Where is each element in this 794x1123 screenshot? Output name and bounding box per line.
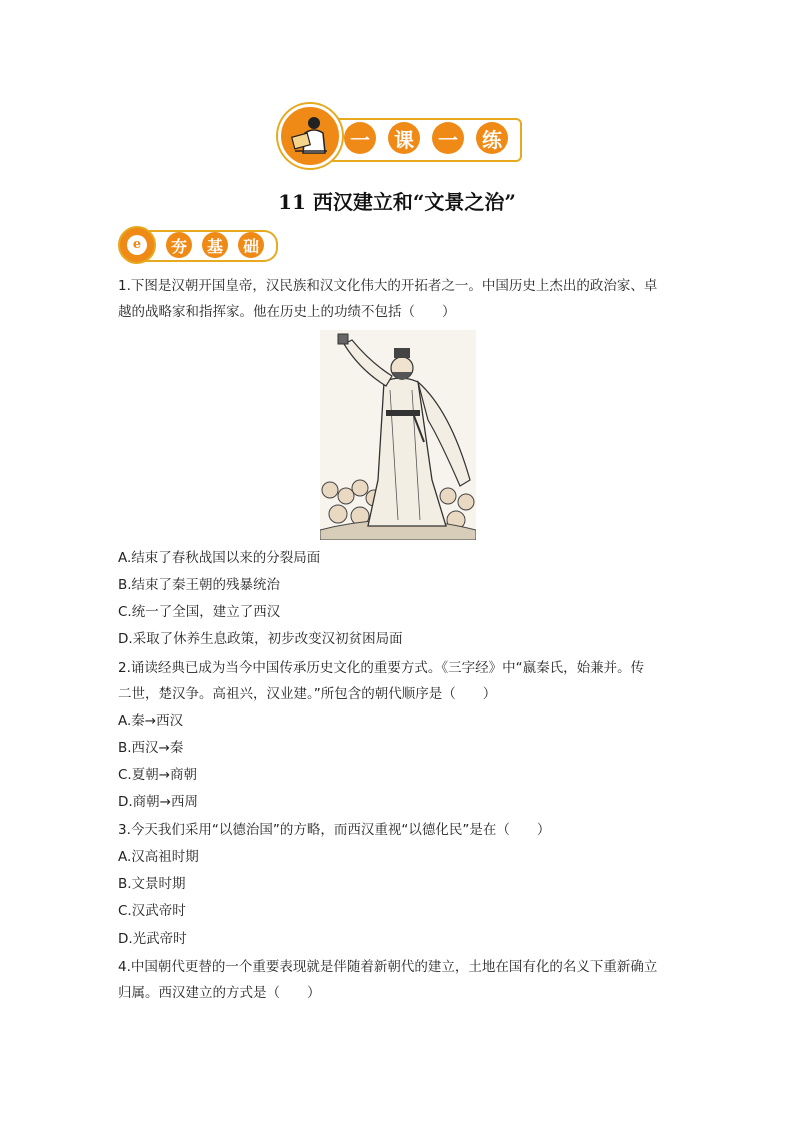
banner-chars [344, 122, 508, 154]
banner-char: 课 [388, 122, 420, 154]
question-option: C.夏朝→商朝 [118, 767, 198, 783]
question-stem: 2.诵读经典已成为当今中国传承历史文化的重要方式。《三字经》中“嬴秦氏，始兼并。传 [118, 660, 645, 676]
question-option: D.光武帝时 [118, 931, 187, 947]
question-option: B.文景时期 [118, 876, 186, 892]
section-badge [118, 226, 156, 264]
banner-char: 一 [344, 122, 376, 154]
question-stem: 4.中国朝代更替的一个重要表现就是伴随着新朝代的建立，土地在国有化的名义下重新确立 [118, 959, 658, 975]
lesson-banner [278, 104, 520, 162]
question-option: D.商朝→西周 [118, 794, 198, 810]
question-option: A.汉高祖时期 [118, 849, 199, 865]
question-option: D.采取了休养生息政策，初步改变汉初贫困局面 [118, 631, 403, 647]
section-tag [118, 224, 278, 264]
section-badge-letter: e [127, 235, 147, 255]
reader-illustration-icon [278, 104, 342, 168]
question-option: A.结束了春秋战国以来的分裂局面 [118, 550, 321, 566]
question-option: C.统一了全国，建立了西汉 [118, 604, 281, 620]
banner-char: 一 [432, 122, 464, 154]
question-stem: 1.下图是汉朝开国皇帝，汉民族和汉文化伟大的开拓者之一。中国历史上杰出的政治家、卓 [118, 278, 658, 294]
question-option: A.秦→西汉 [118, 713, 184, 729]
emperor-illustration [320, 330, 476, 540]
section-char: 础 [238, 232, 264, 258]
question-stem: 3.今天我们采用“以德治国”的方略，而西汉重视“以德化民”是在（ ） [118, 822, 551, 838]
question-option: B.结束了秦王朝的残暴统治 [118, 577, 281, 593]
question-option: C.汉武帝时 [118, 903, 186, 919]
question-option: B.西汉→秦 [118, 740, 184, 756]
page-title: 11 西汉建立和“文景之治” [278, 190, 516, 214]
question-stem: 二世，楚汉争。高祖兴，汉业建。”所包含的朝代顺序是（ ） [118, 686, 497, 702]
banner-char: 练 [476, 122, 508, 154]
question-stem: 越的战略家和指挥家。他在历史上的功绩不包括（ ） [118, 304, 456, 320]
section-char: 夯 [166, 232, 192, 258]
section-char: 基 [202, 232, 228, 258]
question-stem: 归属。西汉建立的方式是（ ） [118, 985, 321, 1001]
